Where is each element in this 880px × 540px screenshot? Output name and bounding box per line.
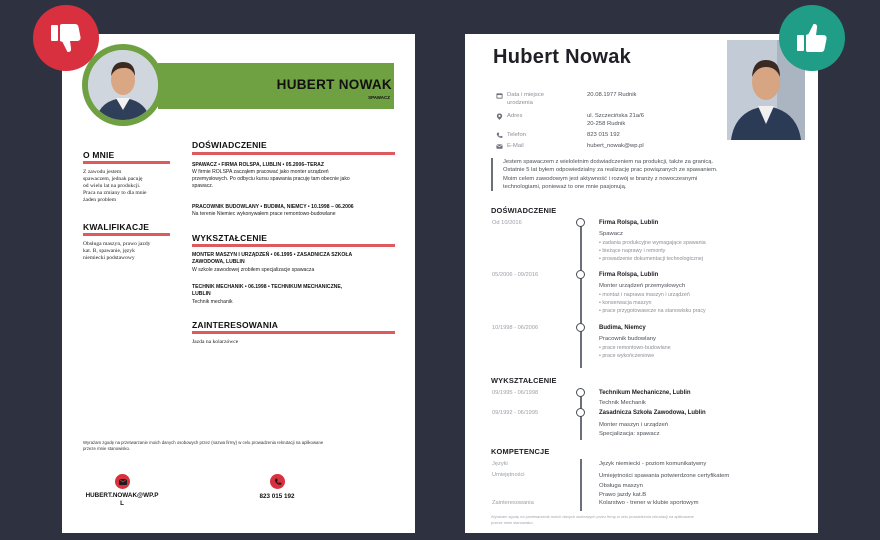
- skill-label: Języki: [492, 461, 508, 467]
- thumbs-up-icon: [794, 20, 830, 56]
- section-rule: [83, 233, 170, 236]
- detail-label: Adres: [507, 113, 523, 119]
- thumbs-up-badge: [779, 5, 845, 71]
- candidate-name: HUBERT NOWAK: [276, 77, 392, 92]
- candidate-name: Hubert Nowak: [493, 46, 632, 68]
- detail-value: ul. Szczecińska 21a/6 20-258 Rudnik: [587, 113, 644, 127]
- job-title: PRACOWNIK BUDOWLANY • BUDIMA, NIEMCY • 10.1998 – 06.2006: [192, 204, 354, 210]
- interests-text: Jazda na kolarzówce: [192, 339, 239, 345]
- email-address: HUBERT.NOWAK@WP.P L: [85, 492, 159, 507]
- education-title: MONTER MASZYN I URZĄDZEŃ • 06.1995 • ZASADNICZA SZKOŁA ZAWODOWA, LUBLIN: [192, 252, 353, 265]
- section-rule: [83, 161, 170, 164]
- detail-label: Telefon: [507, 132, 526, 138]
- education-school: Technikum Mechaniczne, Lublin: [599, 390, 691, 396]
- phone-icon: [496, 132, 503, 139]
- timeline-dot: [576, 408, 585, 417]
- bad-cv-sheet: [62, 34, 415, 533]
- about-heading: O MNIE: [83, 150, 115, 160]
- skills-heading: KWALIFIKACJE: [83, 222, 150, 232]
- professional-summary: Jestem spawaczem z wieloletnim doświadczeniem na produkcji, także za granicą. Ostatnie 5 lat byłem odpowiedzialny za realizację prac powiązanych ze spawaniem. Moim celem zawodowym jest aktywność i rozwój w branży z nowoczesnymi technologiami, ponieważ to one mnie pasjonują.: [491, 158, 773, 191]
- skills-text: Obsługa maszyn, prawo jazdy kat. B, spawanie, język niemiecki podstawowy: [83, 241, 151, 261]
- education-date: 09/1995 - 06/1998: [492, 390, 539, 396]
- experience-heading: DOŚWIADCZENIE: [192, 140, 267, 150]
- consent-clause: Wyrażam zgodę na przetwarzanie moich danych osobowych przez firmę w celu prowadzenia rekrutacji na aplikowane przeze mnie stanowisko.: [491, 514, 694, 525]
- timeline-dot: [576, 388, 585, 397]
- email-icon: [496, 143, 503, 150]
- skills-heading: KOMPETENCJE: [491, 447, 550, 456]
- experience-heading: DOŚWIADCZENIE: [491, 206, 557, 215]
- calendar-icon: [496, 92, 503, 99]
- good-cv-sheet: [465, 34, 818, 533]
- section-rule: [192, 244, 395, 247]
- job-date: 05/2006 - 09/2016: [492, 272, 539, 278]
- thumbs-down-badge: [33, 5, 99, 71]
- education-description: W szkole zawodowej zrobiłem specjalizacje spawacza: [192, 267, 315, 273]
- education-detail: Technik Mechanik: [599, 400, 646, 406]
- skills-divider: [580, 459, 582, 511]
- job-date: Od 10/2016: [492, 220, 522, 226]
- timeline-line: [580, 222, 582, 368]
- phone-icon: [270, 474, 285, 489]
- job-company: Budima, Niemcy: [599, 325, 646, 331]
- job-date: 10/1998 - 06/2006: [492, 325, 539, 331]
- education-description: Technik mechanik: [192, 299, 233, 305]
- education-title: TECHNIK MECHANIK • 06.1998 • TECHNIKUM MECHANICZNE, LUBLIN: [192, 284, 343, 297]
- skill-label: Umiejętności: [492, 472, 525, 478]
- job-description: Na terenie Niemiec wykonywałem prace remontowo-budowlane: [192, 211, 336, 217]
- detail-value: 20.08.1977 Rudnik: [587, 92, 637, 98]
- timeline-dot: [576, 323, 585, 332]
- about-text: Z zawodu jestem spawaczem, jednak pacuję od wielu lat na produkcji. Praca na zmiany to dla mnie żaden problem: [83, 169, 147, 203]
- section-rule: [192, 152, 395, 155]
- interests-heading: ZAINTERESOWANIA: [192, 320, 279, 330]
- candidate-role: SPAWACZ: [368, 95, 390, 100]
- job-company: Firma Rolspa, Lublin: [599, 220, 659, 226]
- skill-label: Zainteresowania: [492, 500, 534, 506]
- detail-value: hubert_nowak@wp.pl: [587, 143, 644, 149]
- job-duties: • zadania produkcyjne wymagające spawania • bieżące naprawy i remonty • prowadzenie dokumentacji technologicznej: [599, 240, 706, 262]
- portrait-photo: [88, 50, 158, 120]
- email-icon: [115, 474, 130, 489]
- phone-number: 823 015 192: [259, 493, 295, 500]
- job-duties: • prace remontowo-budowlane • prace wykończeniowe: [599, 345, 671, 359]
- detail-label: Data i miejsce urodzenia: [507, 92, 544, 106]
- section-rule: [192, 331, 395, 334]
- timeline-dot: [576, 218, 585, 227]
- photo-frame: [82, 44, 164, 126]
- education-school: Zasadnicza Szkoła Zawodowa, Lublin: [599, 410, 706, 416]
- timeline-dot: [576, 270, 585, 279]
- job-position: Monter urządzeń przemysłowych: [599, 283, 686, 289]
- skill-value: Kolarstwo - trener w klubie sportowym: [599, 500, 699, 506]
- education-heading: WYKSZTAŁCENIE: [192, 233, 268, 243]
- job-company: Firma Rolspa, Lublin: [599, 272, 659, 278]
- detail-value: 823 015 192: [587, 132, 620, 138]
- consent-clause: Wyrażam zgodę na przetwarzanie moich danych osobowych przez (nazwa firmy) w celu prowadzenia rekrutacji na aplikowane przeze mnie stanowisko.: [83, 440, 324, 451]
- education-date: 09/1992 - 06/1995: [492, 410, 539, 416]
- skill-value: Umiejętności spawania potwierdzone certyfikatem Obsługa maszyn Prawo jazdy kat.B: [599, 473, 730, 498]
- detail-label: E-Mail: [507, 143, 524, 149]
- job-position: Pracownik budowlany: [599, 336, 656, 342]
- education-detail: Monter maszyn i urządzeń Specjalizacja: spawacz: [599, 422, 669, 437]
- job-description: W firmie ROLSPA zacząłem pracować jako monter urządzeń przemysłowych. Po odbyciu kursu spawania pracuję tam obecnie jako spawacz.: [192, 169, 350, 189]
- job-position: Spawacz: [599, 231, 623, 237]
- education-heading: WYKSZTAŁCENIE: [491, 376, 557, 385]
- thumbs-down-icon: [48, 20, 84, 56]
- job-duties: • montaż i naprawa maszyn i urządzeń • konserwacja maszyn • prace przygotowawcze na stanowisku pracy: [599, 292, 706, 314]
- location-icon: [496, 113, 503, 120]
- skill-value: Język niemiecki - poziom komunikatywny: [599, 461, 707, 467]
- job-title: SPAWACZ • FIRMA ROLSPA, LUBLIN • 05.2006–TERAZ: [192, 162, 324, 168]
